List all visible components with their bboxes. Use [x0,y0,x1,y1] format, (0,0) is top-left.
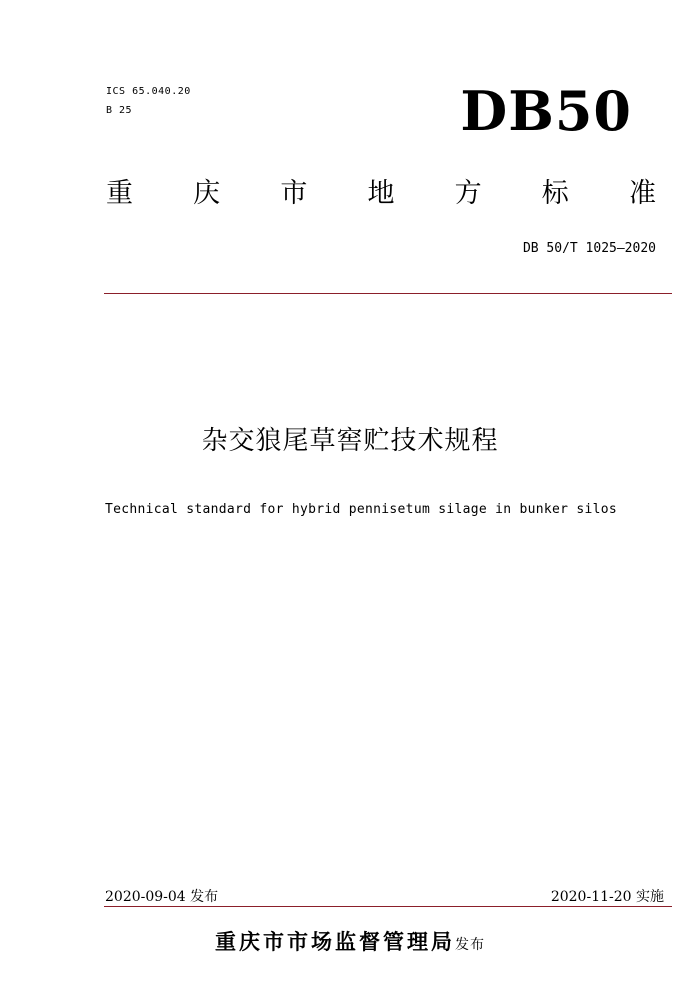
heading-char: 重 [106,178,133,209]
issue-date: 2020-09-04 发布 [105,889,219,905]
publisher [0,926,700,956]
document-title: 杂交狼尾草窖贮技术规程 [201,426,499,456]
implementation-date: 2020-11-20 实施 [550,889,664,905]
document-title-english: Technical standard for hybrid pennisetum silage in bunker silos [105,502,617,517]
heading-char: 市 [280,178,308,209]
heading-char: 方 [454,178,482,209]
heading-char: 标 [541,178,569,209]
ics-code: ICS 65.040.20 [106,86,191,97]
top-divider [104,293,672,294]
publisher-suffix: 发布 [455,937,485,953]
classification-code: B 25 [106,105,133,116]
standard-number: DB 50/T 1025—2020 [522,241,656,256]
heading-char: 准 [628,178,656,209]
heading-char: 庆 [193,178,221,209]
standard-heading [106,180,656,207]
heading-char: 地 [367,178,395,209]
bottom-divider [104,906,672,907]
publisher-name: 重庆市市场监督管理局 [215,929,455,954]
db-mark: DB50 [460,79,632,143]
